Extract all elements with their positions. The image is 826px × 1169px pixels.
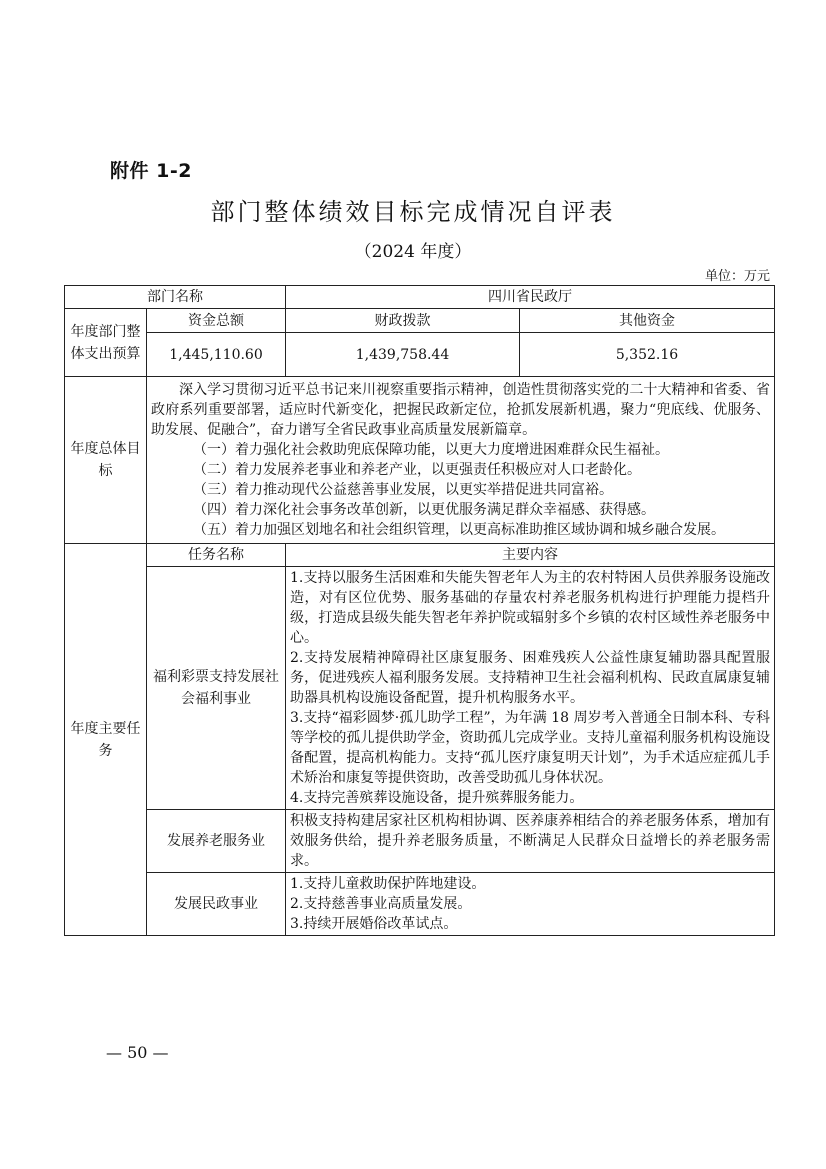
evaluation-table <box>64 285 775 936</box>
goal-item: （四）着力深化社会事务改革创新，以更优服务满足群众幸福感、获得感。 <box>193 502 655 518</box>
task-content-line: 1.支持儿童救助保护阵地建设。 <box>290 876 486 892</box>
year-subtitle: （2024 年度） <box>354 242 472 262</box>
task-name-header: 任务名称 <box>147 544 286 567</box>
goals-intro: 深入学习贯彻习近平总书记来川视察重要指示精神，创造性贯彻落实党的二十大精神和省委、省政府系列重要部署，适应时代新变化，把握民政新定位，抢抓发展新机遇，聚力“兜底线、优服务、助发展、促融合”，奋力谱写全省民政事业高质量发展新篇章。 <box>151 382 770 438</box>
budget-total-header: 资金总额 <box>147 309 286 333</box>
budget-total-value: 1,445,110.60 <box>147 333 286 377</box>
budget-label: 年度部门整体支出预算 <box>65 309 147 377</box>
budget-other-value: 5,352.16 <box>520 333 775 377</box>
task-content <box>286 873 775 936</box>
budget-fiscal-header: 财政拨款 <box>286 309 520 333</box>
page-number: — 50 — <box>106 1043 169 1062</box>
attachment-label: 附件 1-2 <box>110 160 192 182</box>
goal-item: （五）着力加强区划地名和社会组织管理，以更高标准助推区域协调和城乡融合发展。 <box>193 522 725 538</box>
goals-content <box>147 377 775 544</box>
task-content-line: 3.支持“福彩圆梦·孤儿助学工程”，为年满 18 周岁考入普通全日制本科、专科等学校的孤儿提供助学金，资助孤儿完成学业。支持儿童福利服务机构设施设备配置，提高机构能力。支持“孤儿医疗康复明天计划”，为手术适应症孤儿手术矫治和康复等提供资助，改善受助孤儿身体状况。 <box>290 710 770 786</box>
page-title: 部门整体绩效目标完成情况自评表 <box>210 198 616 226</box>
task-content <box>286 567 775 810</box>
task-content-line: 1.支持以服务生活困难和失能失智老年人为主的农村特困人员供养服务设施改造，对有区位优势、服务基础的存量农村养老服务机构进行护理能力提档升级，打造成县级失能失智老年养护院或辐射多个乡镇的农村区域性养老服务中心。 <box>290 570 770 646</box>
task-content-line: 2.支持发展精神障碍社区康复服务、困难残疾人公益性康复辅助器具配置服务，促进残疾人福利服务发展。支持精神卫生社会福利机构、民政直属康复辅助器具机构设施设备配置，提升机构服务水平。 <box>290 650 770 706</box>
budget-other-header: 其他资金 <box>520 309 775 333</box>
task-content-line: 4.支持完善殡葬设施设备，提升殡葬服务能力。 <box>290 790 584 806</box>
budget-fiscal-value: 1,439,758.44 <box>286 333 520 377</box>
task-content-line: 2.支持慈善事业高质量发展。 <box>290 896 472 912</box>
unit-label: 单位：万元 <box>704 269 770 284</box>
task-content-line: 3.持续开展婚俗改革试点。 <box>290 916 458 932</box>
goals-label: 年度总体目标 <box>65 377 147 544</box>
goal-item: （三）着力推动现代公益慈善事业发展，以更实举措促进共同富裕。 <box>193 482 613 498</box>
goal-item: （二）着力发展养老事业和养老产业，以更强责任积极应对人口老龄化。 <box>193 462 641 478</box>
dept-name-value: 四川省民政厅 <box>286 286 775 309</box>
task-name: 发展养老服务业 <box>147 810 286 873</box>
task-name: 福利彩票支持发展社会福利事业 <box>147 567 286 810</box>
dept-name-label: 部门名称 <box>65 286 286 309</box>
task-content <box>286 810 775 873</box>
task-name: 发展民政事业 <box>147 873 286 936</box>
goal-item: （一）着力强化社会救助兜底保障功能，以更大力度增进困难群众民生福祉。 <box>193 442 669 458</box>
tasks-label: 年度主要任务 <box>65 544 147 936</box>
task-content-line: 积极支持构建居家社区机构相协调、医养康养相结合的养老服务体系，增加有效服务供给，提升养老服务质量，不断满足人民群众日益增长的养老服务需求。 <box>290 813 770 869</box>
task-content-header: 主要内容 <box>286 544 775 567</box>
